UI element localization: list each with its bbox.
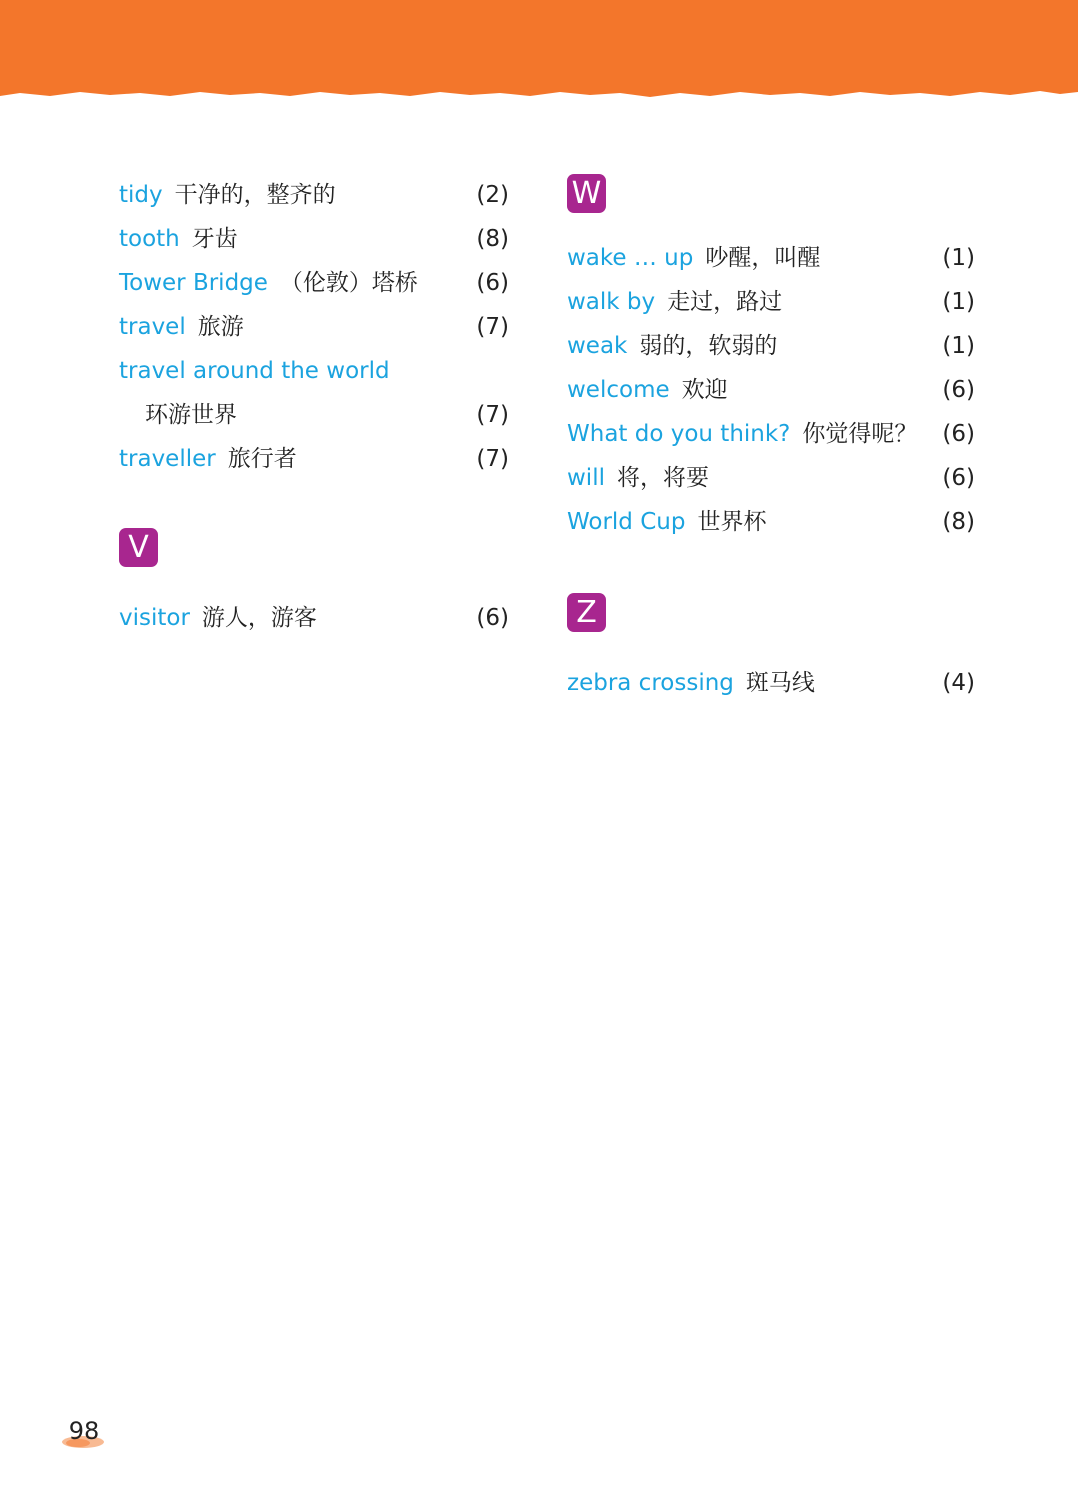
right-column bbox=[567, 170, 975, 702]
entry-tooth bbox=[119, 214, 509, 258]
entry-walk-by bbox=[567, 277, 975, 321]
entry-chinese: 吵醒，叫醒 bbox=[705, 245, 821, 271]
left-column bbox=[119, 170, 509, 637]
entry-chinese: 世界杯 bbox=[697, 509, 767, 535]
letter-badge-w: W bbox=[567, 174, 606, 213]
entry-zebra-crossing bbox=[567, 658, 975, 702]
entry-tidy bbox=[119, 170, 509, 214]
header-band bbox=[0, 0, 1078, 112]
entry-english: tidy bbox=[119, 182, 163, 208]
entry-english: What do you think? bbox=[567, 421, 791, 447]
entry-chinese: 游人，游客 bbox=[201, 605, 317, 631]
entry-chinese: 旅游 bbox=[197, 314, 244, 340]
entry-unit: (4) bbox=[942, 670, 975, 696]
entry-unit: (8) bbox=[476, 226, 509, 252]
entry-unit: (6) bbox=[942, 377, 975, 403]
entry-chinese: 你觉得呢？ bbox=[802, 421, 918, 447]
entry-chinese: 斑马线 bbox=[745, 670, 815, 696]
entry-unit: (6) bbox=[476, 270, 509, 296]
entry-english: traveller bbox=[119, 446, 216, 472]
entry-tower-bridge bbox=[119, 258, 509, 302]
entry-english: World Cup bbox=[567, 509, 686, 535]
entry-english: welcome bbox=[567, 377, 670, 403]
entry-unit: (6) bbox=[942, 465, 975, 491]
entry-travel-around-the-world-meaning bbox=[119, 390, 509, 434]
entry-english: visitor bbox=[119, 605, 190, 631]
entry-unit: (1) bbox=[942, 289, 975, 315]
entry-english: weak bbox=[567, 333, 628, 359]
entry-english: travel bbox=[119, 314, 186, 340]
entry-weak bbox=[567, 321, 975, 365]
entry-unit: (6) bbox=[476, 605, 509, 631]
entry-what-do-you-think bbox=[567, 409, 975, 453]
entry-unit: (1) bbox=[942, 245, 975, 271]
letter-badge-v: V bbox=[119, 528, 158, 567]
entry-will bbox=[567, 453, 975, 497]
entry-unit: (2) bbox=[476, 182, 509, 208]
entry-english: Tower Bridge bbox=[119, 270, 268, 296]
entry-chinese: 弱的，软弱的 bbox=[639, 333, 778, 359]
entry-unit: (1) bbox=[942, 333, 975, 359]
entry-english: travel around the world bbox=[119, 358, 390, 384]
entry-unit: (7) bbox=[476, 314, 509, 340]
entry-chinese: 走过，路过 bbox=[667, 289, 783, 315]
letter-badge-z: Z bbox=[567, 593, 606, 632]
entry-unit: (7) bbox=[476, 402, 509, 428]
entry-chinese: 欢迎 bbox=[681, 377, 728, 403]
entry-unit: (6) bbox=[942, 421, 975, 447]
entry-english: zebra crossing bbox=[567, 670, 734, 696]
entry-chinese: 环游世界 bbox=[145, 402, 237, 428]
entry-english: tooth bbox=[119, 226, 180, 252]
entry-english: will bbox=[567, 465, 605, 491]
entry-world-cup bbox=[567, 497, 975, 541]
entry-chinese: 牙齿 bbox=[191, 226, 238, 252]
entry-english: wake … up bbox=[567, 245, 694, 271]
entry-visitor bbox=[119, 593, 509, 637]
entry-unit: (7) bbox=[476, 446, 509, 472]
entry-unit: (8) bbox=[942, 509, 975, 535]
entry-chinese: 干净的，整齐的 bbox=[174, 182, 336, 208]
entry-travel-around-the-world bbox=[119, 346, 509, 390]
entry-chinese: （伦敦）塔桥 bbox=[279, 270, 418, 296]
entry-english: walk by bbox=[567, 289, 656, 315]
entry-welcome bbox=[567, 365, 975, 409]
entry-traveller bbox=[119, 434, 509, 478]
entry-chinese: 将，将要 bbox=[616, 465, 709, 491]
entry-wake-up bbox=[567, 233, 975, 277]
entry-chinese: 旅行者 bbox=[227, 446, 297, 472]
entry-travel bbox=[119, 302, 509, 346]
page-number: 98 bbox=[68, 1417, 100, 1445]
